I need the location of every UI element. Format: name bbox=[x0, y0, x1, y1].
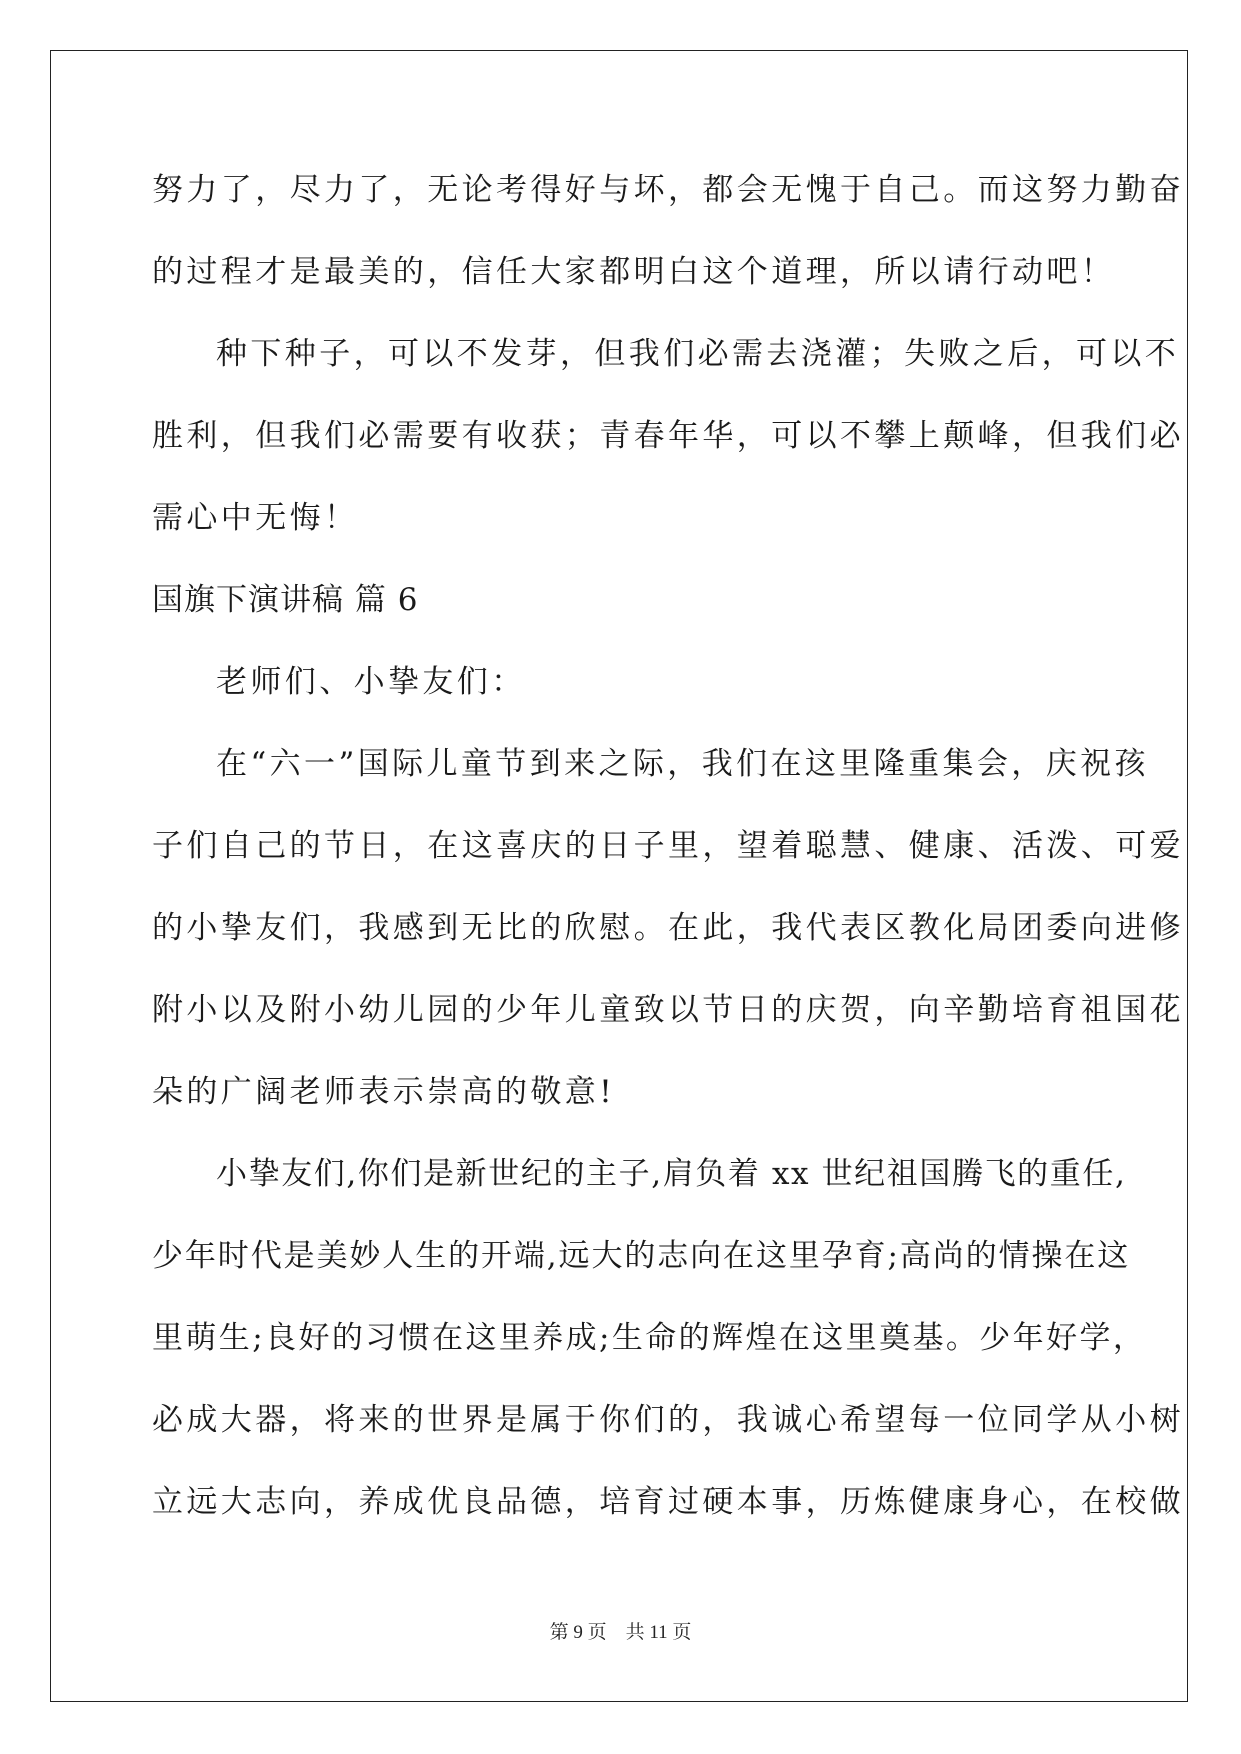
text-line: 少年时代是美妙人生的开端,远大的志向在这里孕育;高尚的情操在这 bbox=[152, 1238, 1131, 1274]
page-number: 第 9 页 bbox=[549, 1622, 607, 1643]
paragraph-start-line: 小挚友们,你们是新世纪的主子,肩负着 xx 世纪祖国腾飞的重任, bbox=[216, 1156, 1127, 1192]
text-line: 立远大志向，养成优良品德，培育过硬本事，历炼健康身心，在校做 bbox=[152, 1484, 1184, 1520]
page-footer bbox=[0, 1617, 1241, 1644]
text-line: 努力了，尽力了，无论考得好与坏，都会无愧于自己。而这努力勤奋 bbox=[152, 172, 1184, 208]
document-body bbox=[152, 160, 1184, 1554]
paragraph-start-line: 在“六一”国际儿童节到来之际，我们在这里隆重集会，庆祝孩 bbox=[216, 746, 1149, 782]
text-line: 的小挚友们，我感到无比的欣慰。在此，我代表区教化局团委向进修 bbox=[152, 910, 1184, 946]
text-line: 胜利，但我们必需要有收获；青春年华，可以不攀上颠峰，但我们必 bbox=[152, 418, 1184, 454]
text-line: 需心中无悔！ bbox=[152, 500, 359, 536]
section-heading: 国旗下演讲稿 篇 6 bbox=[152, 582, 419, 618]
page-total: 共 11 页 bbox=[625, 1622, 692, 1643]
text-line: 附小以及附小幼儿园的少年儿童致以节日的庆贺，向辛勤培育祖国花 bbox=[152, 992, 1184, 1028]
paragraph-start-line: 种下种子，可以不发芽，但我们必需去浇灌；失败之后，可以不 bbox=[216, 336, 1180, 372]
salutation-line: 老师们、小挚友们： bbox=[216, 664, 526, 700]
text-line: 必成大器，将来的世界是属于你们的，我诚心希望每一位同学从小树 bbox=[152, 1402, 1184, 1438]
text-line: 朵的广阔老师表示崇高的敬意! bbox=[152, 1074, 616, 1110]
text-line: 子们自己的节日，在这喜庆的日子里，望着聪慧、健康、活泼、可爱 bbox=[152, 828, 1184, 864]
text-line: 里萌生;良好的习惯在这里养成;生命的辉煌在这里奠基。少年好学， bbox=[152, 1320, 1147, 1356]
text-line: 的过程才是最美的，信任大家都明白这个道理，所以请行动吧！ bbox=[152, 254, 1116, 290]
